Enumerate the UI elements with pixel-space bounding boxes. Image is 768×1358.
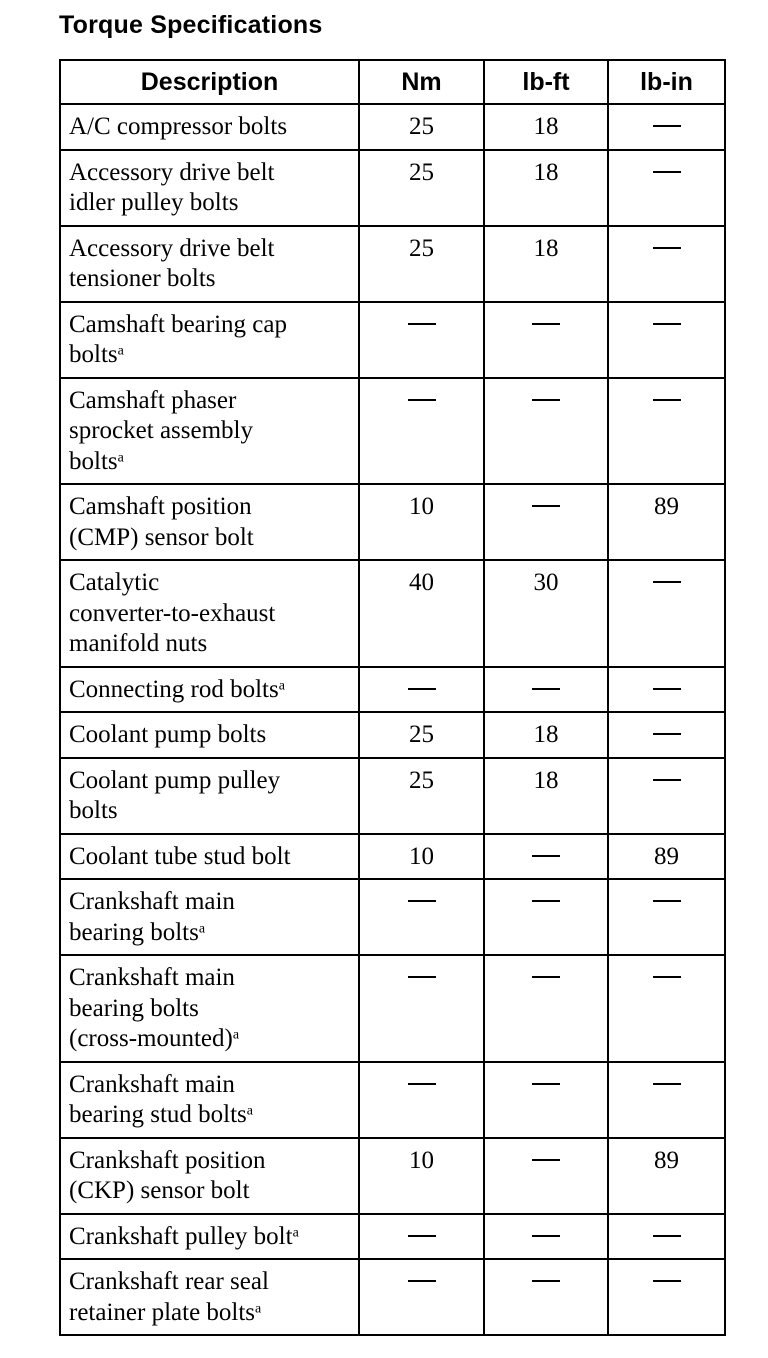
description-line: tensioner bolts	[69, 265, 216, 292]
description-line: Accessory drive belt	[69, 234, 275, 262]
not-applicable-dash	[532, 900, 560, 902]
nm-value	[359, 378, 484, 485]
lb-in-value	[608, 1259, 725, 1335]
description-line: Camshaft position	[69, 493, 252, 520]
page-title: Torque Specifications	[59, 11, 323, 39]
description-cell	[60, 1138, 359, 1214]
description-cell	[60, 712, 359, 758]
lb-in-value	[608, 955, 725, 1062]
not-applicable-dash	[532, 1280, 560, 1282]
footnote-marker: a	[117, 343, 124, 359]
lb-ft-value: 30	[484, 560, 608, 667]
description-line: Camshaft bearing cap	[69, 310, 287, 338]
not-applicable-dash	[653, 581, 681, 583]
description-cell	[60, 1259, 359, 1335]
not-applicable-dash	[653, 1235, 681, 1237]
description-line: Coolant tube stud bolt	[69, 842, 291, 870]
not-applicable-dash	[408, 1083, 436, 1085]
description-line: Crankshaft main	[69, 964, 235, 991]
lb-ft-value	[484, 1062, 608, 1138]
description-cell	[60, 484, 359, 560]
description-cell	[60, 1062, 359, 1138]
lb-in-value	[608, 1062, 725, 1138]
description-cell	[60, 378, 359, 485]
description-cell	[60, 758, 359, 834]
table-row	[60, 484, 725, 560]
not-applicable-dash	[653, 733, 681, 735]
not-applicable-dash	[532, 1159, 560, 1161]
lb-in-value	[608, 1214, 725, 1260]
lb-in-value	[608, 758, 725, 834]
not-applicable-dash	[653, 171, 681, 173]
lb-in-value: 89	[608, 484, 725, 560]
not-applicable-dash	[408, 1235, 436, 1237]
footnote-marker: a	[198, 920, 206, 936]
header-nm: Nm	[359, 60, 484, 104]
table-row	[60, 226, 725, 302]
nm-value	[359, 879, 484, 955]
nm-value: 25	[359, 150, 484, 226]
nm-value: 10	[359, 484, 484, 560]
lb-ft-value: 18	[484, 758, 608, 834]
description-line: bolts	[69, 341, 118, 368]
lb-ft-value	[484, 1259, 608, 1335]
nm-value	[359, 955, 484, 1062]
description-line: bolts	[69, 447, 118, 475]
description-line: bearing bolts	[69, 918, 199, 946]
not-applicable-dash	[653, 125, 681, 127]
table-row	[60, 1259, 725, 1335]
table-row	[60, 560, 725, 667]
not-applicable-dash	[532, 976, 560, 978]
description-line: Crankshaft pulley bolt	[69, 1222, 293, 1250]
description-line: Accessory drive belt	[69, 158, 275, 186]
lb-ft-value	[484, 667, 608, 713]
not-applicable-dash	[653, 1083, 681, 1085]
footnote-marker: a	[246, 1103, 253, 1119]
description-line: Catalytic	[69, 569, 160, 596]
description-line: bolts	[69, 797, 118, 824]
lb-in-value	[608, 226, 725, 302]
nm-value	[359, 1214, 484, 1260]
not-applicable-dash	[532, 1083, 560, 1085]
table-row	[60, 150, 725, 226]
description-cell	[60, 667, 359, 713]
description-cell	[60, 955, 359, 1062]
lb-ft-value	[484, 1138, 608, 1214]
table-row	[60, 955, 725, 1062]
nm-value: 25	[359, 226, 484, 302]
table-row	[60, 302, 725, 378]
lb-in-value	[608, 302, 725, 378]
not-applicable-dash	[532, 1235, 560, 1237]
lb-ft-value: 18	[484, 150, 608, 226]
lb-ft-value	[484, 955, 608, 1062]
description-line: Crankshaft main	[69, 1070, 235, 1098]
lb-in-value: 89	[608, 834, 725, 880]
description-line: Coolant pump bolts	[69, 721, 267, 748]
table-row	[60, 879, 725, 955]
lb-in-value	[608, 378, 725, 485]
not-applicable-dash	[653, 399, 681, 401]
table-row	[60, 1214, 725, 1260]
not-applicable-dash	[653, 900, 681, 902]
header-row	[60, 60, 725, 104]
not-applicable-dash	[653, 779, 681, 781]
nm-value	[359, 302, 484, 378]
lb-ft-value	[484, 484, 608, 560]
not-applicable-dash	[653, 1280, 681, 1282]
torque-spec-table	[59, 59, 726, 1336]
not-applicable-dash	[408, 688, 436, 690]
not-applicable-dash	[408, 1280, 436, 1282]
lb-in-value	[608, 150, 725, 226]
table-row	[60, 1062, 725, 1138]
table-row	[60, 758, 725, 834]
not-applicable-dash	[408, 399, 436, 401]
not-applicable-dash	[532, 505, 560, 507]
description-cell	[60, 302, 359, 378]
lb-ft-value	[484, 302, 608, 378]
description-line: converter-to-exhaust	[69, 599, 276, 627]
table-row	[60, 834, 725, 880]
not-applicable-dash	[532, 323, 560, 325]
description-cell	[60, 1214, 359, 1260]
description-line: Connecting rod bolts	[69, 675, 279, 703]
description-cell	[60, 226, 359, 302]
lb-in-value	[608, 879, 725, 955]
not-applicable-dash	[653, 323, 681, 325]
description-line: Crankshaft main	[69, 888, 235, 915]
nm-value: 10	[359, 1138, 484, 1214]
description-line: retainer plate bolts	[69, 1298, 256, 1326]
description-cell	[60, 834, 359, 880]
lb-ft-value	[484, 1214, 608, 1260]
lb-ft-value	[484, 879, 608, 955]
description-cell	[60, 150, 359, 226]
table-row	[60, 104, 725, 150]
nm-value: 40	[359, 560, 484, 667]
lb-in-value: 89	[608, 1138, 725, 1214]
not-applicable-dash	[408, 900, 436, 902]
header-description: Description	[60, 60, 359, 104]
description-cell	[60, 879, 359, 955]
description-line: (CKP) sensor bolt	[69, 1177, 250, 1204]
not-applicable-dash	[532, 855, 560, 857]
description-line: manifold nuts	[69, 630, 208, 657]
nm-value: 25	[359, 758, 484, 834]
description-line: bearing stud bolts	[69, 1101, 247, 1128]
not-applicable-dash	[653, 247, 681, 249]
header-lb-in: lb-in	[608, 60, 725, 104]
not-applicable-dash	[653, 976, 681, 978]
table-row	[60, 378, 725, 485]
not-applicable-dash	[408, 976, 436, 978]
description-line: Camshaft phaser	[69, 386, 237, 414]
footnote-marker: a	[232, 1027, 240, 1043]
lb-in-value	[608, 712, 725, 758]
not-applicable-dash	[532, 688, 560, 690]
header-lb-ft: lb-ft	[484, 60, 608, 104]
description-line: Crankshaft rear seal	[69, 1268, 269, 1295]
description-cell	[60, 560, 359, 667]
footnote-marker: a	[278, 677, 285, 693]
footnote-marker: a	[292, 1224, 299, 1240]
lb-ft-value: 18	[484, 226, 608, 302]
table-row	[60, 1138, 725, 1214]
lb-in-value	[608, 560, 725, 667]
description-line: A/C compressor bolts	[69, 113, 288, 140]
lb-in-value	[608, 104, 725, 150]
footnote-marker: a	[255, 1300, 262, 1316]
description-line: idler pulley bolts	[69, 189, 239, 216]
description-line: (CMP) sensor bolt	[69, 523, 254, 551]
description-cell	[60, 104, 359, 150]
nm-value: 25	[359, 104, 484, 150]
nm-value	[359, 1062, 484, 1138]
table-row	[60, 712, 725, 758]
not-applicable-dash	[408, 323, 436, 325]
table-body	[60, 104, 725, 1335]
lb-ft-value	[484, 834, 608, 880]
lb-ft-value: 18	[484, 104, 608, 150]
nm-value	[359, 1259, 484, 1335]
footnote-marker: a	[117, 449, 124, 465]
nm-value: 10	[359, 834, 484, 880]
description-line: Crankshaft position	[69, 1146, 266, 1174]
lb-in-value	[608, 667, 725, 713]
not-applicable-dash	[532, 399, 560, 401]
table-row	[60, 667, 725, 713]
description-line: sprocket assembly	[69, 417, 253, 444]
description-line: (cross-mounted)	[69, 1025, 233, 1052]
lb-ft-value: 18	[484, 712, 608, 758]
description-line: Coolant pump pulley	[69, 766, 281, 794]
nm-value	[359, 667, 484, 713]
not-applicable-dash	[653, 688, 681, 690]
description-line: bearing bolts	[69, 994, 199, 1022]
lb-ft-value	[484, 378, 608, 485]
nm-value: 25	[359, 712, 484, 758]
